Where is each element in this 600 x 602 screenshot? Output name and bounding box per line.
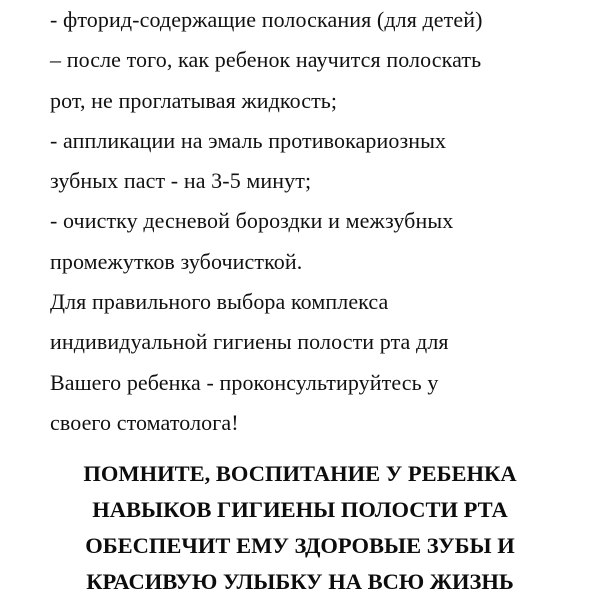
callout-line: ПОМНИТЕ, ВОСПИТАНИЕ У РЕБЕНКА (83, 461, 517, 486)
callout-line: ОБЕСПЕЧИТ ЕМУ ЗДОРОВЫЕ ЗУБЫ И (85, 533, 515, 558)
callout-line: КРАСИВУЮ УЛЫБКУ НА ВСЮ ЖИЗНЬ (86, 569, 514, 594)
body-line: своего стоматолога! (50, 409, 239, 435)
body-line: - очистку десневой бороздки и межзубных (50, 208, 454, 234)
body-line: Вашего ребенка - проконсультируйтесь у (50, 369, 439, 395)
body-line: Для правильного выбора комплекса (50, 289, 389, 315)
bold-callout (0, 456, 600, 600)
body-line: промежутков зубочисткой. (50, 248, 303, 274)
body-line: зубных паст - на 3-5 минут; (50, 168, 312, 194)
body-line: индивидуальной гигиены полости рта для (50, 329, 449, 355)
body-line: - фторид-содержащие полоскания (для детей) (50, 7, 483, 32)
body-line: – после того, как ребенок научится полоскать (50, 47, 482, 73)
body-line: - аппликации на эмаль противокариозных (50, 127, 447, 153)
body-line: рот, не проглатывая жидкость; (50, 87, 338, 113)
body-text (50, 0, 590, 443)
callout-line: НАВЫКОВ ГИГИЕНЫ ПОЛОСТИ РТА (92, 497, 508, 522)
